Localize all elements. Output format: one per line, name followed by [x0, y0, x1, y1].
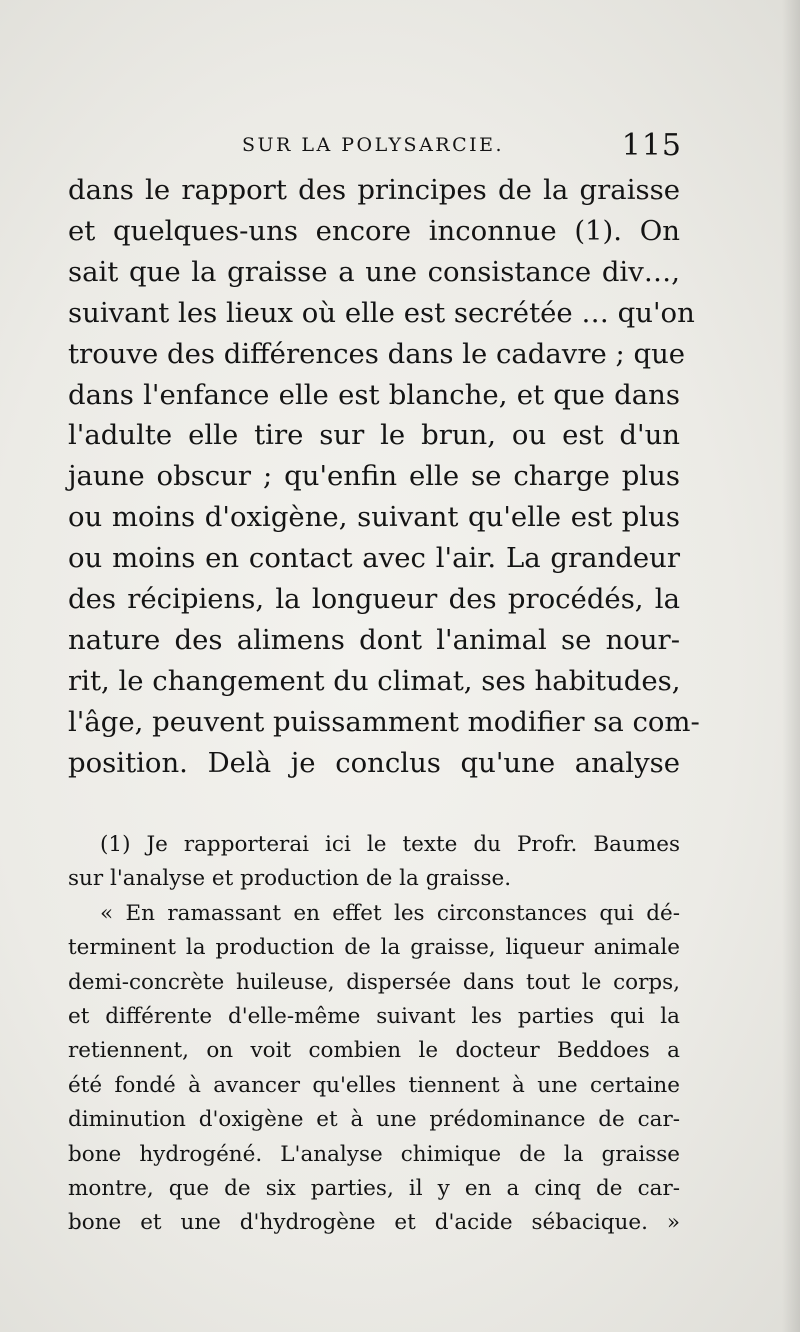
footnote-line: sur l'analyse et production de la graisse. — [68, 866, 512, 892]
footnote-line: bone et une d'hydrogène et d'acide sébacique. » — [68, 1210, 680, 1236]
text-line: dans l'enfance elle est blanche, et que dans — [68, 378, 680, 411]
text-line: des récipiens, la longueur des procédés, la — [68, 583, 680, 616]
text-line: ou moins d'oxigène, suivant qu'elle est plus — [68, 501, 680, 534]
footnote-line: terminent la production de la graisse, liqueur animale — [68, 935, 680, 961]
text-line: suivant les lieux où elle est secrétée … qu'on — [68, 296, 695, 329]
text-line: nature des alimens dont l'animal se nour- — [68, 623, 680, 656]
page-edge-shadow — [782, 0, 800, 1332]
footnote-line: diminution d'oxigène et à une prédominance de car- — [68, 1107, 680, 1133]
footnote-line: et différente d'elle-même suivant les parties qui la — [68, 1004, 680, 1030]
page-number: 115 — [621, 128, 682, 163]
text-line: sait que la graisse a une consistance div…, — [68, 255, 680, 288]
text-line: l'adulte elle tire sur le brun, ou est d'un — [68, 419, 680, 452]
main-text — [68, 170, 700, 784]
footnote-line: (1) Je rapporterai ici le texte du Profr. Baumes — [100, 832, 680, 857]
footnote-line: été fondé à avancer qu'elles tiennent à une certaine — [68, 1072, 680, 1098]
page-header — [72, 128, 682, 168]
footnote-line: demi-concrète huileuse, dispersée dans tout le corps, — [68, 969, 680, 995]
text-line: ou moins en contact avec l'air. La grandeur — [68, 542, 680, 575]
text-line: position. Delà je conclus qu'une analyse — [68, 746, 680, 779]
text-line: trouve des différences dans le cadavre ; que — [68, 337, 686, 370]
text-line: jaune obscur ; qu'enfin elle se charge plus — [68, 460, 680, 493]
running-head: SUR LA POLYSARCIE. — [242, 134, 505, 156]
text-line: rit, le changement du climat, ses habitudes, — [68, 664, 681, 697]
footnote-line: montre, que de six parties, il y en a cinq de car- — [68, 1176, 680, 1202]
footnote-line: retiennent, on voit combien le docteur Beddoes a — [68, 1038, 680, 1064]
text-line: dans le rapport des principes de la graisse — [68, 174, 680, 206]
text-line: et quelques-uns encore inconnue (1). On — [68, 214, 680, 247]
footnote — [68, 828, 680, 1241]
footnote-line: bone hydrogéné. L'analyse chimique de la graisse — [68, 1141, 680, 1167]
footnote-line: « En ramassant en effet les circonstances qui dé- — [100, 900, 680, 926]
text-line: l'âge, peuvent puissamment modifier sa com- — [68, 705, 700, 738]
